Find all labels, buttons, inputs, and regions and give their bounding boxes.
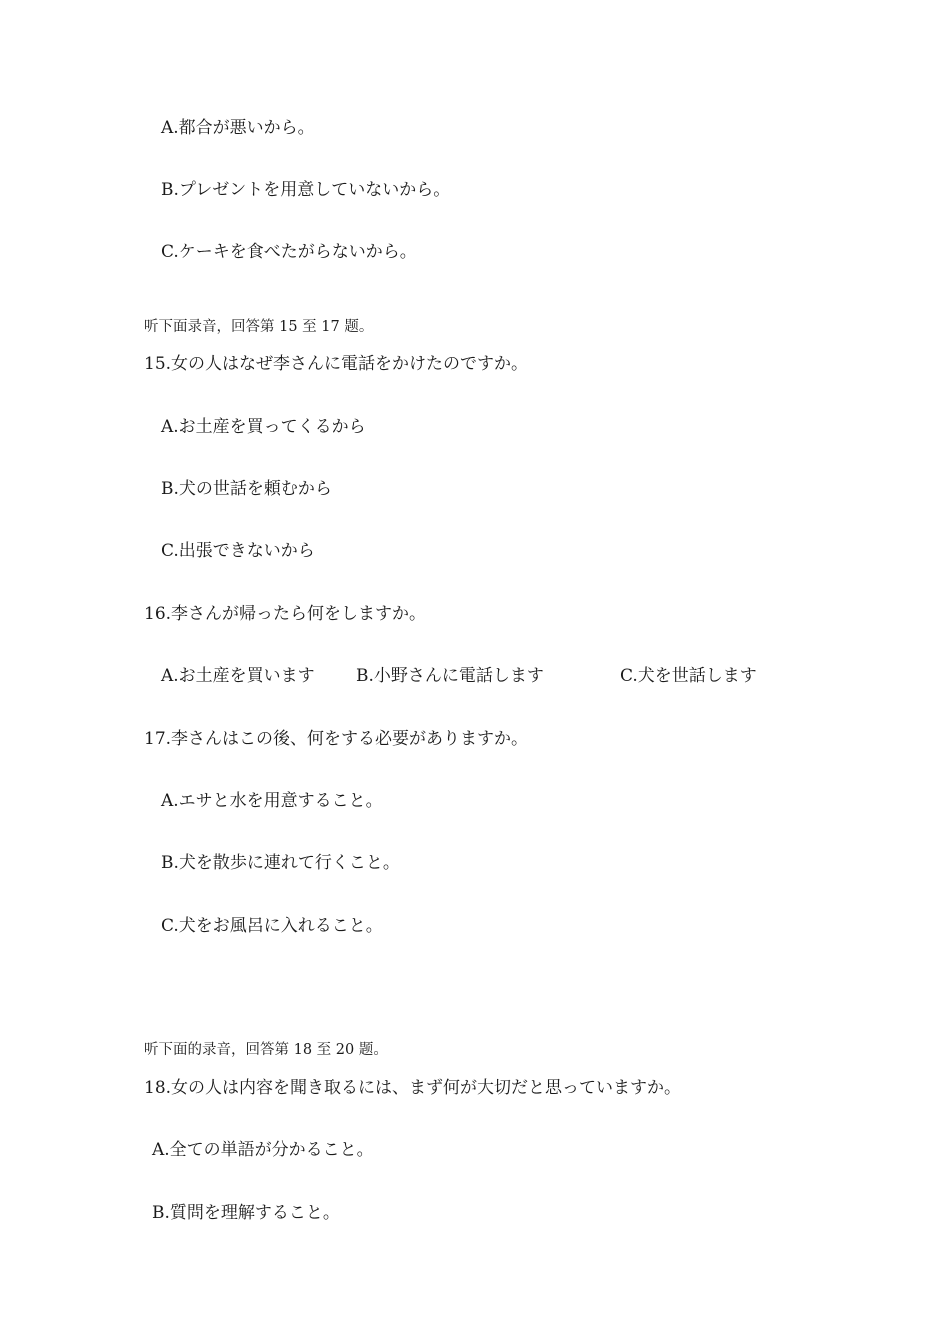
question-16: 16.李さんが帰ったら何をしますか。 <box>144 604 427 624</box>
prev-option-b: B.プレゼントを用意していないから。 <box>161 180 451 200</box>
q16-option-c: C.犬を世話します <box>620 666 757 686</box>
q17-option-b: B.犬を散歩に連れて行くこと。 <box>161 853 400 873</box>
q16-option-b: B.小野さんに電話します <box>356 666 544 686</box>
q17-option-a: A.エサと水を用意すること。 <box>161 791 383 811</box>
q15-option-a: A.お土産を買ってくるから <box>161 417 366 437</box>
section-instruction-15-17: 听下面录音，回答第 15 至 17 题。 <box>144 319 374 335</box>
q15-option-b: B.犬の世話を頼むから <box>161 479 332 499</box>
q17-option-c: C.犬をお風呂に入れること。 <box>161 916 383 936</box>
question-18: 18.女の人は内容を聞き取るには、まず何が大切だと思っていますか。 <box>144 1078 682 1098</box>
prev-option-a: A.都合が悪いから。 <box>161 118 315 138</box>
q18-option-b: B.質問を理解すること。 <box>152 1203 340 1223</box>
q18-option-a: A.全ての単語が分かること。 <box>152 1140 374 1160</box>
q15-option-c: C.出張できないから <box>161 541 315 561</box>
question-17: 17.李さんはこの後、何をする必要がありますか。 <box>144 729 529 749</box>
question-15: 15.女の人はなぜ李さんに電話をかけたのですか。 <box>144 354 529 374</box>
prev-option-c: C.ケーキを食べたがらないから。 <box>161 242 417 262</box>
section-instruction-18-20: 听下面的录音，回答第 18 至 20 题。 <box>144 1042 388 1058</box>
q16-option-a: A.お土産を買います <box>161 666 315 686</box>
